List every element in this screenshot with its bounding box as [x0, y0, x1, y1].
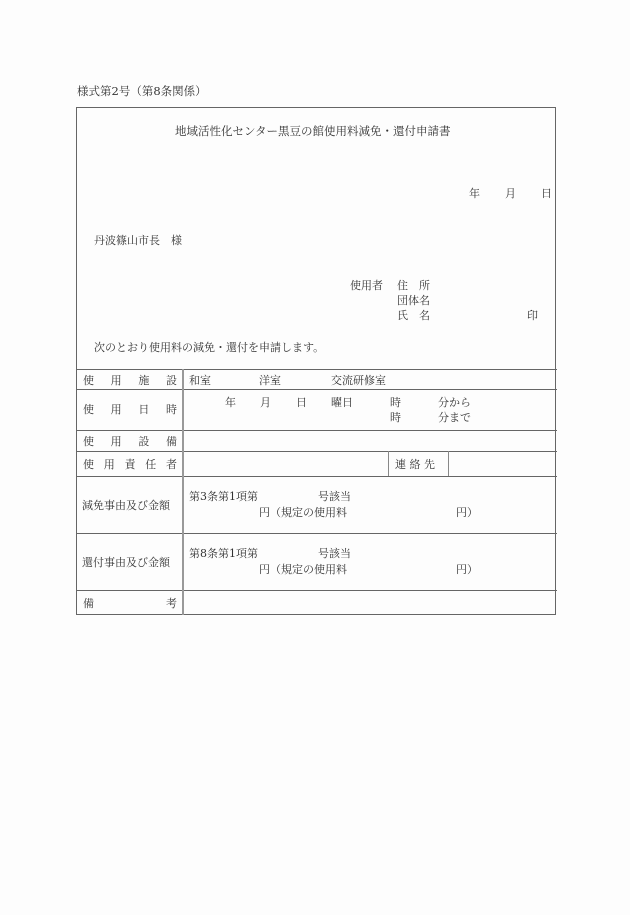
- reduction-standard-fee-end: 円）: [456, 506, 478, 519]
- column-divider: [448, 451, 449, 476]
- label-char: 任: [145, 458, 157, 471]
- label-char: 施: [138, 374, 150, 387]
- contact-field[interactable]: [451, 454, 554, 474]
- reduction-applicable: 号該当: [318, 490, 351, 503]
- facility-label: [83, 374, 177, 387]
- facility-option-washitsu[interactable]: 和室: [189, 374, 211, 387]
- start-minute-label: 分から: [438, 396, 471, 409]
- responsible-person-label: [83, 458, 177, 471]
- label-char: 考: [166, 597, 177, 610]
- column-divider: [388, 451, 389, 476]
- label-char: 備: [165, 435, 177, 448]
- label-char: 設: [165, 374, 177, 387]
- use-day-label: 日: [296, 396, 307, 409]
- equipment-field[interactable]: [186, 433, 554, 449]
- refund-amount-label: 円（規定の使用料: [259, 563, 347, 576]
- label-char: 日: [138, 403, 150, 416]
- end-minute-label: 分まで: [438, 411, 471, 424]
- reduction-amount-label: 円（規定の使用料: [259, 506, 347, 519]
- refund-applicable: 号該当: [318, 547, 351, 560]
- form-number: 様式第2号（第8条関係）: [77, 84, 207, 98]
- facility-option-training-room[interactable]: 交流研修室: [331, 374, 386, 387]
- date-month-label: 月: [505, 187, 516, 200]
- facility-option-youshitsu[interactable]: 洋室: [259, 374, 281, 387]
- addressee: 丹波篠山市長 様: [94, 234, 182, 247]
- label-char: 使: [83, 458, 94, 471]
- label-char: 用: [110, 403, 122, 416]
- end-hour-label: 時: [390, 411, 401, 424]
- applicant-label: 使用者: [350, 279, 383, 292]
- intro-text: 次のとおり使用料の減免・還付を申請します。: [94, 341, 325, 354]
- application-form-box: [76, 107, 556, 615]
- date-day-label: 日: [541, 187, 552, 200]
- use-weekday-label: 曜日: [331, 396, 353, 409]
- column-divider: [182, 369, 184, 615]
- remarks-field[interactable]: [186, 593, 554, 613]
- divider: [76, 533, 557, 534]
- datetime-label: [83, 403, 177, 416]
- label-char: 使: [83, 374, 94, 387]
- responsible-person-field[interactable]: [186, 454, 386, 474]
- label-char: 者: [166, 458, 177, 471]
- refund-label: 還付事由及び金額: [82, 556, 170, 569]
- divider: [76, 369, 557, 370]
- label-char: 使: [83, 403, 94, 416]
- use-year-label: 年: [225, 396, 236, 409]
- divider: [76, 451, 557, 452]
- refund-clause: 第8条第1項第: [189, 547, 258, 560]
- date-year-label: 年: [469, 187, 480, 200]
- start-hour-label: 時: [390, 396, 401, 409]
- reduction-clause: 第3条第1項第: [189, 490, 258, 503]
- refund-standard-fee-end: 円）: [456, 563, 478, 576]
- label-char: 設: [138, 435, 150, 448]
- divider: [76, 389, 557, 390]
- reduction-label: 減免事由及び金額: [82, 499, 170, 512]
- divider: [76, 590, 557, 591]
- organization-label: 団体名: [397, 294, 430, 307]
- label-char: 使: [83, 435, 94, 448]
- name-label: 氏 名: [397, 309, 430, 322]
- form-title: 地域活性化センター黒豆の館使用料減免・還付申請書: [175, 124, 451, 138]
- label-char: 備: [83, 597, 94, 610]
- label-char: 用: [110, 435, 122, 448]
- divider: [76, 430, 557, 431]
- contact-label: 連 絡 先: [395, 458, 435, 471]
- label-char: 用: [103, 458, 115, 471]
- use-month-label: 月: [260, 396, 271, 409]
- equipment-label: [83, 435, 177, 448]
- label-char: 責: [124, 458, 136, 471]
- seal-label: 印: [527, 309, 538, 322]
- label-char: 時: [165, 403, 177, 416]
- divider: [76, 476, 557, 477]
- remarks-label: [83, 597, 177, 610]
- address-label: 住 所: [397, 279, 430, 292]
- label-char: 用: [110, 374, 122, 387]
